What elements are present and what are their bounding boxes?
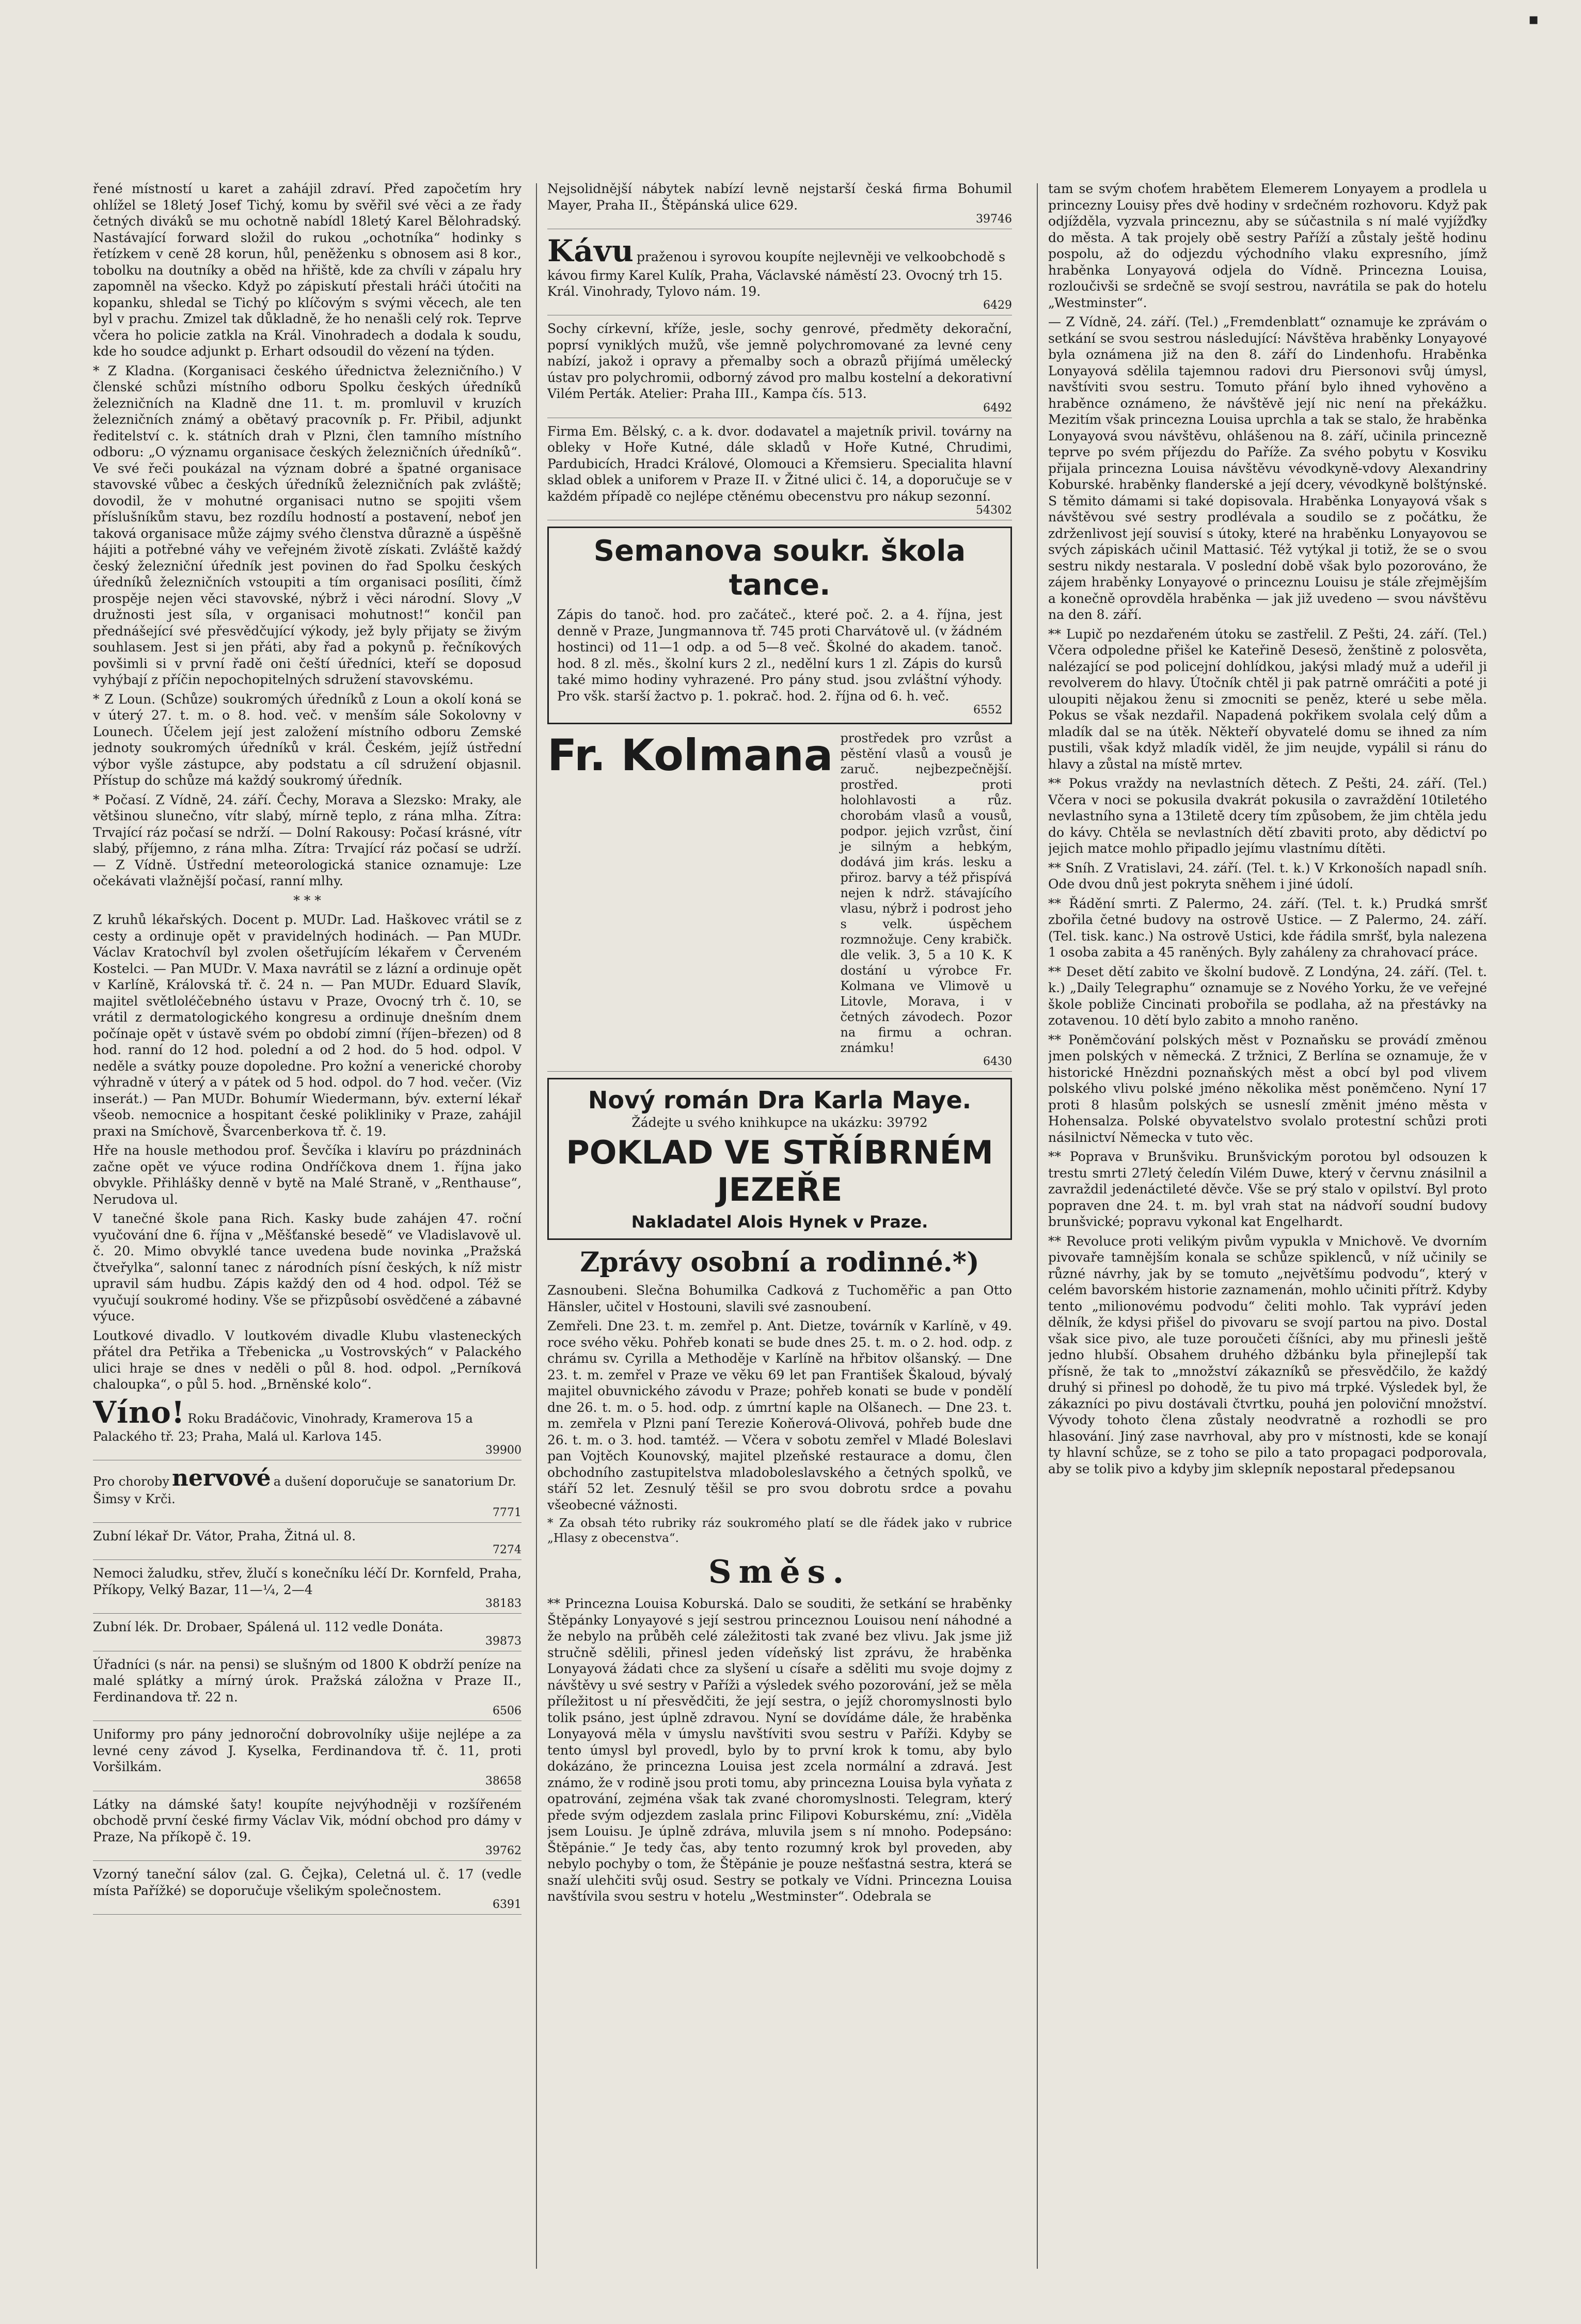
ad-nervove-number: 7771 [493,1506,521,1519]
ad-coffee [547,234,1012,315]
article-engagement: Zasnoubeni. Slečna Bohumilka Cadková z Tuchoměřic a pan Otto Hänsler, učitel v Hostouni, slavili své zasnoubení. [547,1283,1012,1314]
ad-nervove-word: nervové [171,1465,271,1491]
ad-small-text: Zubní lék. Dr. Drobaer, Spálená ul. 112 vedle Donáta. [93,1619,444,1634]
article-puppet-theatre: Loutkové divadlo. V loutkovém divadle Klubu vlasteneckých přátel dra Petřika a Třebenicka „u Vostrovských“ v Palackého ulici hraje se dnes v neděli o půl 8. hod. odpol. „Perníková chaloupka“, o půl 5. hod. „Brněnské kolo“. [93,1328,521,1392]
ad-coffee-number: 6429 [983,299,1012,312]
ad-small-number: 39873 [485,1634,521,1648]
ad-small [93,1796,521,1861]
ad-kolman-number: 6430 [983,1055,1012,1068]
article-school-collapse: ** Deset dětí zabito ve školní budově. Z Londýna, 24. září. (Tel. t. k.) „Daily Telegraphu“ oznamuje se z Nového Yorku, že ve veřejné škole pobliže Cincinati probořila se podlaha, až na přestávky na zotavenou. 10 dětí bylo zabito a mnoho raněno. [1048,964,1487,1028]
article-deaths: Zemřeli. Dne 23. t. m. zemřel p. Ant. Dietze, továrník v Karlíně, v 49. roce svého věku. Pohřeb konati se bude dnes 25. t. m. o 2. hod. odp. z chrámu sv. Cyrilla a Methoděje v Karlíně na hřbitov olšanský. — Dne 23. t. m. zemřel v Praze ve věku 69 let pan František Škaloud, bývalý majitel obuvnického závodu v Praze; pohřeb konati se bude v pondělí dne 26. t. m. o 5. hod. odp. z úmrtní kaple na Olšanech. — Dne 23. t. m. zemřela v Plzni paní Terezie Koňerová-Olivová, pohřeb bude dne 26. t. m. o 3. hod. tamtéž. — Včera v sobotu zemřel v Mladé Boleslavi pan Vojtěch Kounovský, majitel plzeňské restaurace a domu, člen obchodního zastupitelstva mladoboleslavského a četných spolků, ve stáří 52 let. Zesnulý těšil se pro svou dobrotu srdce a povahu všeobecné vážnosti. [547,1318,1012,1513]
ad-statues-number: 6492 [983,401,1012,415]
article-kladno: * Z Kladna. (Korganisaci českého úřednictva železničního.) V členské schůzi místního odboru Spolku českých úředníků železničních na Kladně dne 11. t. m. promluvil v kruzích železničních známý a obětavý pracovník p. Fr. Přibil, adjunkt ředitelství c. k. státních drah v Plzni, člen tamního místního odboru: „O významu organisace českých železničních úředníků“. Ve své řeči poukázal na význam dobré a špatné organisace stavovské vůbec a českých úředníků železničních pak zvláště; dovodil, že v mohutné organisaci nutno se spojiti všem příslušníkům stavu, bez rozdílu hodností a postavení, neboť jen taková organisace může zájmy svého členstva důrazně a úspěšně hájiti a potřebné váhy ve veřejném životě získati. Zvláště každý český železniční úředník jest povinen do řad Spolku českých úředníků železničních vstoupiti a tím organisaci posíliti, čímž prospěje nejen věci stavovské, nýbrž i věci národní. Slovy „V družnosti jest síla, v organisaci mohutnost!“ končil pan přednášející své přesvědčující výkody, jež byly přijaty se živým souhlasem. Jest si jen přáti, aby řad a pokynů p. řečníkových povšimli si v první řadě oni čeští úředníci, kteří se doposud vyhýbají z příčin nepochopitelných sdružení stavovskému. [93,363,521,687]
article-princess-louisa: ** Princezna Louisa Koburská. Dalo se souditi, že setkání se hraběnky Štěpánky Lonyayové s její sestrou princeznou Louisou není náhodné a že nebylo na průběh celé záležitosti tak zvané bez vlivu. Jak jsme již stručně sdělili, přinesl jeden vídeňský list zprávu, že hraběnka Lonyayová žádati chce za slyšení u císaře a sděliti mu svoje dojmy z návštěvy u své sestry v Paříži a výsledek svého pozorování, jež se měla příležitost u ní přesvědčiti, že její sestra, o jejíž choromyslnosti bylo tolik psáno, jest úplně zdravou. Nyní se dovídáme dále, že hraběnka Lonyayová měla v úmyslu navštíviti svou sestru v Paříži. Kdyby se tento úmysl byl provedl, bylo by to první krok k tomu, aby bylo dokázáno, že princezna Louisa jest zcela normální a zdravá. Jest známo, že v rodině jsou proti tomu, aby princezna Louisa byla vyňata z opatrování, zejména však tak zvané choromyslnosti. Telegram, který přede svým odjezdem zaslala princ Filipovi Koburskému, zní: „Viděla jsem Louisu. Je úplně zdráva, mluvila jsem s ní mnoho. Podepsáno: Štěpánie.“ Je tedy čas, aby tento rozumný krok byl proveden, aby nebylo pochyby o tom, že Štěpánie je pouze nešťastná sestra, která se snaží ulehčiti svůj osud. Sestry se potkaly ve Vídni. Princezna Louisa navštívila svou sestru v hotelu „Westminster“. Odebrala se [547,1596,1012,1904]
article-tichy: řené místností u karet a zahájil zdraví. Před započetím hry ohlížel se 18letý Josef Tichý, komu by svěřil své věci a ze řady četných diváků se mu ochotně nabídl 18letý Karel Bělohradský. Nastávající forward složil do rukou „ochotníka“ hodinky s řetízkem v ceně 28 korun, hůl, peněženku s obnosem asi 8 kor., tobolku na doutníky a oběd na hřiště, kde za chvíli v zápalu hry zapomněl na všecko. Když po zápiskutí přestali hráči útočiti na kopanku, shledal se Tichý po klíčovým s svými věcech, ale ten byl v prachu. Zmizel tak důkladně, že ho nenašli celý rok. Teprve včera ho policie zatkla na Král. Vinohradech a dodala k soudu, kde ho soudce adjunkt p. Erhart odsoudil do vězení na týden. [93,181,521,359]
ad-small-text: Nemoci žaludku, střev, žlučí s konečníku léčí Dr. Kornfeld, Praha, Příkopy, Velký Bazar, 11—¼, 2—4 [93,1566,521,1597]
ad-furniture [547,181,1012,229]
section-title-personal: Zprávy osobní a rodinné.*) [580,1247,979,1278]
ad-small-text: Uniformy pro pány jednoroční dobrovolníky ušije nejlépe a za levné ceny závod J. Kyselka, Ferdinandova tř. č. 11, proti Voršilkám. [93,1727,521,1774]
corner-mark: ▪ [1528,10,1539,28]
column-rule-left [536,183,537,2269]
ad-semanova-title: Semanova soukr. škola tance. [593,534,966,602]
article-fremdenblatt: — Z Vídně, 24. září. (Tel.) „Fremdenblatt“ oznamuje ke zprávám o setkání se svou sestrou následující: Návštěva hraběnky Lonyayové byla oznámena již na den 8. září do Lindenhofu. Hraběnka Lonyayová sdělila tajemnou radovi dru Piersonovi svůj úmysl, navštíviti svou sestru. Tomuto přání bylo ihned vyhověno a hraběnce oznámeno, že návštěvě její nic není na překážku. Mezitím však princezna Louisa uprchla a tak se stalo, že hraběnka Lonyayová svou návštěvu, ohlášenou na 8. září, učinila princezně teprve po svém příjezdu do Paříže. Za svého pobytu v Kosviku přijala princezna Louisa návštěvu vévodkyně-vdovy Alexandriny Koburské. hraběnky flanderské a její dcery, vévodkyně bolštýnské. S těmito dámami si také dopisovala. Hraběnka Lonyayová však s návštěvou své sestry prodlévala a soudilo se z počátku, že zdrženlivost její souvisí s útoky, které na hraběnku Lonyayovou se svých zápiskách učinil Mattasić. Též vytýkal ji totiž, že se o svou sestru nikdy nestarala. V poslední době však bylo pozorováno, že zájem hraběnky Lonyayové o princeznu Louisu je stále zřejmějším a konečně oprovděla hraběnka — jak již uvedeno — svou návštěvu na den 8. září. [1048,314,1487,622]
ad-belsky [547,423,1012,521]
ad-kolman-text: prostředek pro vzrůst a pěstění vlasů a vousů je zaruč. nejbezpečnější. prostřed. proti holohlavosti a růz. chorobám vlasů a vousů, podpor. jejich vzrůst, činí je silným a hebkým, dodává jim krás. lesku a přiroz. barvy a též přispívá nejen k ndrž. stávajícího vlasu, nýbrž i podrost jeho s velk. úspěchem rozmnožuje. Ceny krabičk. dle velik. 3, 5 a 10 K. K dostání u výrobce Fr. Kolmana ve Vlimově u Litovle, Morava, i v četných závodech. Pozor na firmu a ochran. známku! [840,731,1012,1055]
article-violin: Hře na housle methodou prof. Ševčíka i klavíru po prázdninách začne opět ve výuce rodina Ondříčkova dnem 1. října jako obvykle. Přihlášky denně v bytě na Malé Straně, v „Renthause“, Nerudova ul. [93,1143,521,1207]
article-murder-attempt: ** Pokus vraždy na nevlastních dětech. Z Pešti, 24. září. (Tel.) Včera v noci se pokusila dvakrát pokusila o zavraždění 10tiletého nevlastního syna a 13tiletě dcery tím způsobem, že jim chtěla jedu do kávy. Chtěla se nevlastních dětí zbaviti proto, aby dědictví po jejich matce mohlo připadlo jejímu vlastnímu dítěti. [1048,776,1487,856]
article-louny: * Z Loun. (Schůze) soukromých úředníků z Loun a okolí koná se v úterý 27. t. m. o 8. hod. več. v menším sále Sokolovny v Lounech. Účelem její jest založení místního odboru Zemské jednoty soukromých úředníků v král. Českém, jejíž ústřední výbor vyšle zástupce, aby podstatu a cíl sdružení objasnil. Přístup do schůze má každý soukromý úředník. [93,691,521,788]
ad-small-text: Úřadníci (s nár. na pensi) se slušným od 1800 K obdrží peníze na malé splátky a mírný úrok. Pražská záložna v Praze II., Ferdinandova tř. 22 n. [93,1657,521,1705]
article-execution: ** Poprava v Brunšviku. Brunšvickým porotou byl odsouzen k trestu smrti 27letý čeledín Vilém Duwe, který v červnu znásilnil a zavraždil jedenáctileté děvče. Vše se prý stalo v opilství. Byl proto popraven dne 24. t. m. byl vrah stat na nádvoří soudní budovy brunšvické; popravu vykonal kat Engelhardt. [1048,1149,1487,1229]
article-louisa-continued: tam se svým choťem hrabětem Elemerem Lonyayem a prodlela u princezny Louisy přes dvě hodiny v srdečném rozhovoru. Když pak odjížděla, vyzvala princeznu, aby se súčastnila s ní malé vyjížďky do města. A tak projely obě sestry Paříží a zůstaly ještě hodinu pospolu, až do odjezdu východního vlaku expresního, jímž hraběnka Lonyayová odjela do Vídně. Princezna Louisa, rozloučivši se srdečně se svojí sestrou, navrátila se pak do hotelu „Westminster“. [1048,181,1487,310]
ad-small-number: 38658 [485,1774,521,1788]
ad-vino-number: 39900 [485,1443,521,1457]
ad-small-text: Vzorný taneční sálov (zal. G. Čejka), Celetná ul. č. 17 (vedle místa Pařížké) se doporučuje všelikým společnostem. [93,1867,521,1898]
article-germanization: ** Poněmčování polských měst v Poznaňsku se provádí změnou jmen polských v německá. Z tržnici, Z Berlína se oznamuje, že v historické Hnězdni poznaňských měst a obcí byl pod vlivem polského vlivu polské jméno několika měst poněmčeno. Nyní 17 proti 8 hlasům polských se usneslí změnit jméno města v Hohensalza. Polské obyvatelstvo svolalo protestní schůzi proti násilnictví Německa v tuto věc. [1048,1032,1487,1145]
ad-vino-word: Víno! [93,1394,185,1430]
ad-nervove-pre: Pro choroby [93,1474,169,1489]
article-robber: ** Lupič po nezdařeném útoku se zastřelil. Z Pešti, 24. září. (Tel.) Včera odpoledne přišel ke Kateřině Desesö, ženštině z polosvěta, nalézající se pod policejní dohlídkou, jakýsi mladý muž a udeřil ji revolverem do hlavy. Útočník chtěl ji pak patrně omráčiti a poté ji uloupiti nějakou ženu si zmocniti se peněz, které u sebe měla. Pokus se však nezdařil. Napadená pokřikem svolala celý dům a mladík dal se na útěk. Někteří obyvatelé domu se ihned za ním pustili, však když mladík viděl, že jim neujde, vypálil si ránu do hlavy a zůstal na místě mrtev. [1048,626,1487,772]
ad-belsky-text: Firma Em. Bělský, c. a k. dvor. dodavatel a majetník privil. továrny na obleky v Hoře Kutné, dále skladů v Hoře Kutné, Chrudimi, Pardubicích, Hradci Králové, Olomouci a Křemsieru. Specialita hlavní sklad oblek a uniforem v Praze II. v Žitné ulici č. 14, a doporučuje se v každém případě co nejlépe ctěnému obecenstvu pro nákup sezonní. [547,423,1012,504]
ad-may-publisher: Nakladatel Alois Hynek v Praze. [631,1212,928,1232]
ad-statues [547,321,1012,418]
ad-small [93,1726,521,1791]
article-beer-revolution: ** Revoluce proti velikým pivům vypukla v Mnichově. Ve dvorním pivovaře tamnějším konala se schůze spiklenců, v níž učinily se různé návrhy, jak by se tomuto „největšímu podvodu“, který v celém bavorském historie zaznamenán, mohlo učiniti přítrž. Kdyby tento „milionovému podvodu“ čeliti mohlo. Tak vypráví jeden dělník, že kdysi přišel do pivovaru se svojí partou na pivo. Dostal však sice pivo, ale tuze poroučeti číšníci, aby mu přinesli ještě jedno hlubší. Obsahem druhého džbánku byla přinejlepší tak přísně, že tak to „množství zákazníků se přesvědčilo, že každý druhý si přinesl po dohodě, že tu pivo má trpké. Výsledek byl, že zákazníci po pivu dostávali čtvrtku, pouhá jen poloviční množství. Vývody tohoto člena zůstaly neodvratně a rozhodli se pro hlasování. Jiný zase navrhoval, aby pro v místnosti, kde se konají ty hlavní schůze, se z toho se pilo a tato propagaci podporovala, aby se tolik pivo a kdyby jim sklepník nepostaral předepsanou [1048,1233,1487,1476]
article-snow: ** Sníh. Z Vratislavi, 24. září. (Tel. t. k.) V Krkonoších napadl sníh. Ode dvou dnů jest pokryta sněhem i jiné údolí. [1048,860,1487,892]
ad-vino [93,1396,521,1460]
ad-nervove [93,1466,521,1523]
ad-coffee-text: praženou i syrovou koupíte nejlevněji ve velkoobchodě s kávou firmy Karel Kulík, Praha, Václavské náměstí 23. Ovocný trh 15. Král. Vinohrady, Tylovo nám. 19. [547,249,1006,299]
ad-small-text: Zubní lékař Dr. Vátor, Praha, Žitná ul. 8. [93,1528,356,1543]
ad-coffee-word: Kávu [547,233,634,268]
section-footnote: * Za obsah této rubriky ráz soukromého platí se dle řádek jako v rubrice „Hlasy z obecenstva“. [547,1517,1012,1545]
ad-semanova-number: 6552 [973,704,1002,717]
section-title-smes: Směs. [708,1553,851,1590]
ad-kolman-block [547,730,1012,1056]
article-weather: * Počasí. Z Vídně, 24. září. Čechy, Morava a Slezsko: Mraky, ale většinou slunečno, vítr slabý, mírně teplo, z rána mlha. Zítra: Trvající ráz počasí se ndrží. — Dolní Rakousy: Počasí krásné, vítr slabý, příjemno, z rána mlha. Zítra: Trvající ráz počasí se udrží. — Z Vídně. Ústřední meteorologická stanice oznamuje: Lze očekávati vlažnější počasí, ranní mlhy. [93,792,521,888]
ad-small [93,1565,521,1614]
column-rule-right [1037,183,1038,2269]
article-storm: ** Řádění smrti. Z Palermo, 24. září. (Tel. t. k.) Prudká smršť zbořila četné budovy na ostrově Ustice. — Z Palermo, 24. září. (Tel. tisk. kanc.) Na ostrově Ustici, kde řádila smršť, byla nalezena 1 osoba zabita a 45 raněných. Byly zaháleny za chrahovací práce. [1048,896,1487,960]
ad-vino-text: Roku Bradáčovic, Vinohrady, Kramerova 15 a Palackého tř. 23; Praha, Malá ul. Karlova 145. [93,1411,473,1444]
ad-nervove-text: a dušení doporučuje se sanatorium Dr. Šimsy v Krči. [93,1474,516,1506]
ad-small [93,1619,521,1651]
ad-small-number: 7274 [493,1543,521,1556]
ad-belsky-number: 54302 [976,504,1012,517]
ad-small [93,1528,521,1561]
ad-kolman-name: Fr. Kolmana [547,730,833,781]
ad-small [93,1657,521,1722]
ad-karl-may [547,1078,1012,1240]
column-1 [93,181,521,1920]
stars-divider: * * * [293,893,321,908]
ad-statues-text: Sochy církevní, kříže, jesle, sochy genrové, předměty dekorační, poprsí vyniklých mužů, vše jemně polychromované za levné ceny nabízí, jakož i opravy a přemalby soch a obrazů přijímá umělecký ústav pro polychromii, odborný závod pro malbu kostelní a dekorativní Vilém Perták. Atelier: Praha III., Kampa čís. 513. [547,321,1012,401]
ad-semanova-dance-school [547,527,1012,724]
ad-may-book: POKLAD VE STŘÍBRNÉM JEZEŘE [566,1134,993,1208]
ad-small-number: 6506 [493,1705,521,1717]
ad-small-number: 6391 [493,1898,521,1911]
ad-semanova-text: Zápis do tanoč. hod. pro začáteč., které poč. 2. a 4. října, jest denně v Praze, Jungmannova tř. 745 proti Charvátově ul. (v žádném hostinci) od 11—1 odp. a od 5—8 več. Školné do akadem. tanoč. hod. 8 zl. měs., školní kurs 2 zl., nedělní kurs 1 zl. Zápis do kursů také mimo hodiny vyhrazené. Pro pány stud. jsou zvláštní výhody. Pro všk. starší žactvo p. 1. pokrač. hod. 2. října od 6. h. več. [557,607,1002,704]
ad-kolman [547,730,1012,1072]
ad-furniture-text: Nejsolidnější nábytek nabízí levně nejstarší česká firma Bohumil Mayer, Praha II., Štěpánská ulice 629. [547,181,1012,213]
ad-may-line: Žádejte u svého knihkupce na ukázku: 39792 [631,1115,928,1130]
ad-furniture-number: 39746 [976,213,1012,226]
article-dance-kaska: V tanečné škole pana Rich. Kasky bude zahájen 47. roční vyučování dne 6. října v „Měšťanské besedě“ ve Vladislavově ul. č. 20. Mimo obvyklé tance uvedena bude novinka „Pražská čtveřylka“, salonní tanec z národních písní českých, k níž mistr upravil sám hudbu. Zápis každý den od 4 hod. odpol. Též se vyučují soukromé hodiny. Vše se přizpůsobí osvědčené a zábavné výuce. [93,1211,521,1324]
ad-may-title: Nový román Dra Karla Maye. [588,1086,972,1114]
ad-small-number: 39762 [485,1844,521,1857]
ad-small [93,1866,521,1915]
column-3 [1048,181,1487,1480]
ad-small-text: Látky na dámské šaty! koupíte nejvýhodněji v rozšířeném obchodě první české firmy Václav Vik, módní obchod pro dámy v Praze, Na příkopě č. 19. [93,1796,521,1844]
column-2 [547,181,1012,1908]
article-doctors: Z kruhů lékařských. Docent p. MUDr. Lad. Haškovec vrátil se z cesty a ordinuje opět v pravidelných hodinách. — Pan MUDr. Václav Kratochvíl byl zvolen ošetřujícím lékařem v Červeném Kostelci. — Pan MUDr. V. Maxa navrátil se z lázní a ordinuje opět v Karlíně, Královská tř. č. 24 n. — Pan MUDr. Eduard Slavík, majitel světloléčebného ústavu v Praze, Ovocný trh č. 10, se vrátil z dermatologického kongresu a ordinuje dnešním dnem počínaje opět v ústavě svém po období zimní (říjen–březen) od 8 hod. ranní do 12 hod. polední a od 2 hod. do 5 hod. odpol. V neděle a svátky pouze dopoledne. Pro kožní a venerické choroby výhradně v úterý a v pátek od 5 hod. odpol. do 7 hod. večer. (Viz inserát.) — Pan MUDr. Bohumír Wiedermann, býv. externí lékař všeob. nemocnice a hospitant české polikliniky v Praze, zahájil praxi na Smíchově, Švarcenberkova tř. č. 19. [93,912,521,1139]
ad-small-number: 38183 [485,1597,521,1610]
